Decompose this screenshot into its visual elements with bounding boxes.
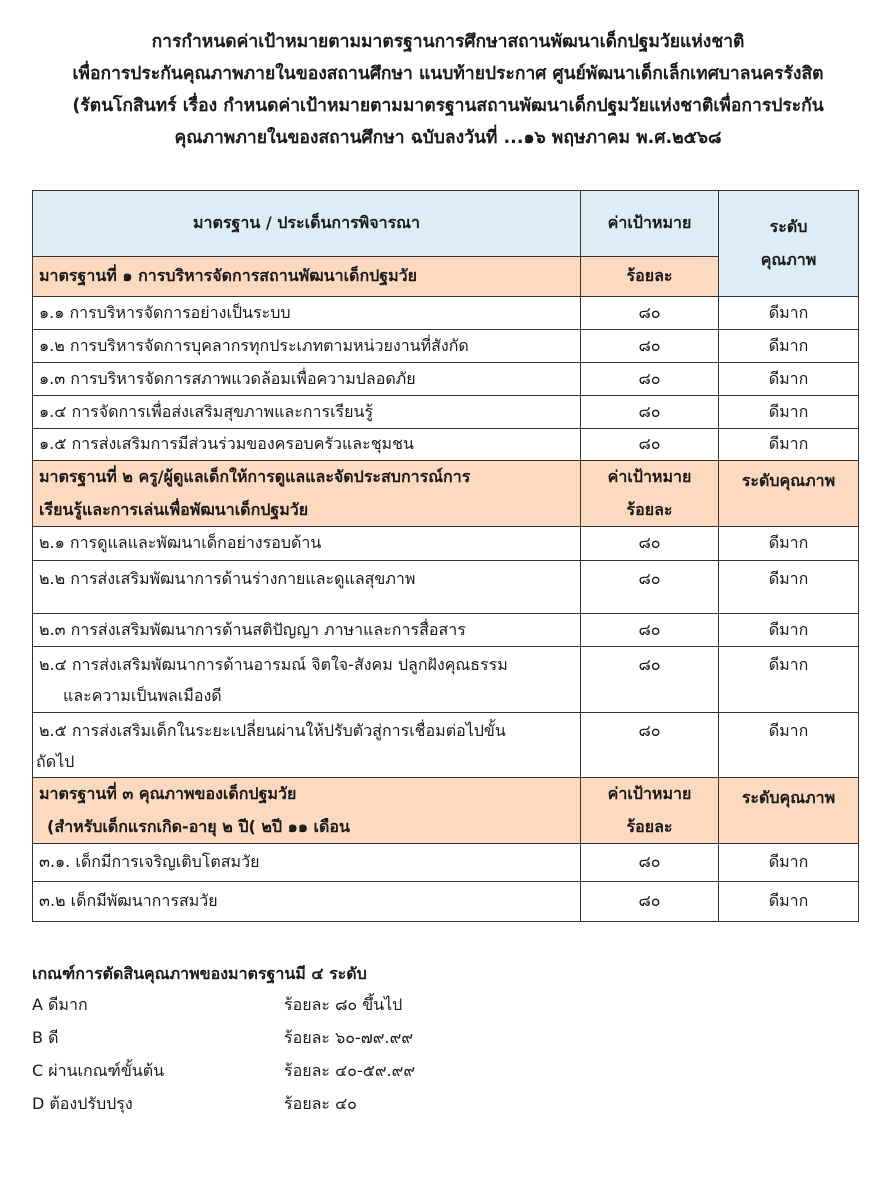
section-2-row: [33, 461, 859, 527]
criteria-range: ร้อยละ ๔๐: [284, 1094, 357, 1113]
item-target: ๘๐: [581, 561, 719, 614]
criteria-grade: A ดีมาก: [32, 995, 88, 1014]
criteria-range: ร้อยละ ๖๐-๗๙.๙๙: [284, 1028, 414, 1047]
criteria-heading: เกณฑ์การตัดสินคุณภาพของมาตรฐานมี ๔ ระดับ: [32, 964, 367, 983]
header-target: ค่าเป้าหมาย: [581, 191, 719, 257]
header-level: ระดับ คุณภาพ: [719, 191, 859, 297]
item-target: ๘๐: [581, 882, 719, 922]
item-level: ดีมาก: [719, 429, 859, 461]
item-label: ๓.๒ เด็กมีพัฒนาการสมวัย: [33, 882, 581, 922]
table-row: [33, 844, 859, 882]
item-label: ๑.๔ การจัดการเพื่อส่งเสริมสุขภาพและการเรียนรู้: [33, 396, 581, 429]
item-label: ๒.๕ การส่งเสริมเด็กในระยะเปลี่ยนผ่านให้ปรับตัวสู่การเชื่อมต่อไปขั้น ถัดไป: [33, 713, 581, 778]
title-line-4: คุณภาพภายในของสถานศึกษา ฉบับลงวันที่ ...๑๖ พฤษภาคม พ.ศ.๒๕๖๘: [174, 128, 722, 148]
item-target: ๘๐: [581, 527, 719, 561]
section-2-level: ระดับคุณภาพ: [719, 461, 859, 527]
item-level: ดีมาก: [719, 647, 859, 713]
item-target: ๘๐: [581, 396, 719, 429]
item-label: ๒.๑ การดูแลและพัฒนาเด็กอย่างรอบด้าน: [33, 527, 581, 561]
criteria-row: [32, 1026, 632, 1059]
item-label: ๓.๑. เด็กมีการเจริญเติบโตสมวัย: [33, 844, 581, 882]
table-row: [33, 297, 859, 330]
item-target: ๘๐: [581, 363, 719, 396]
item-level: ดีมาก: [719, 527, 859, 561]
table-row: [33, 882, 859, 922]
criteria-row: [32, 1092, 632, 1125]
table-row: [33, 363, 859, 396]
item-level: ดีมาก: [719, 330, 859, 363]
item-target: ๘๐: [581, 844, 719, 882]
table-row: [33, 330, 859, 363]
item-target: ๘๐: [581, 713, 719, 778]
criteria-range: ร้อยละ ๘๐ ขึ้นไป: [284, 995, 403, 1014]
criteria-range: ร้อยละ ๔๐-๕๙.๙๙: [284, 1061, 416, 1080]
item-label: ๑.๕ การส่งเสริมการมีส่วนร่วมของครอบครัวและชุมชน: [33, 429, 581, 461]
section-3-level: ระดับคุณภาพ: [719, 778, 859, 844]
criteria-row: [32, 1059, 632, 1092]
table-row: [33, 713, 859, 778]
item-level: ดีมาก: [719, 297, 859, 330]
item-target: ๘๐: [581, 614, 719, 647]
title-line-3: (รัตนโกสินทร์ เรื่อง กำหนดค่าเป้าหมายตามมาตรฐานสถานพัฒนาเด็กปฐมวัยแห่งชาติเพื่อการประกัน: [72, 96, 824, 116]
item-label: ๒.๔ การส่งเสริมพัฒนาการด้านอารมณ์ จิตใจ-สังคม ปลูกฝังคุณธรรม และความเป็นพลเมืองดี: [33, 647, 581, 713]
item-target: ๘๐: [581, 429, 719, 461]
section-3-row: [33, 778, 859, 844]
standards-table: [32, 190, 859, 922]
section-2-target: ค่าเป้าหมาย ร้อยละ: [581, 461, 719, 527]
title-line-1: การกำหนดค่าเป้าหมายตามมาตรฐานการศึกษาสถานพัฒนาเด็กปฐมวัยแห่งชาติ: [151, 32, 745, 52]
item-level: ดีมาก: [719, 561, 859, 614]
section-3-target: ค่าเป้าหมาย ร้อยละ: [581, 778, 719, 844]
item-label: ๑.๑ การบริหารจัดการอย่างเป็นระบบ: [33, 297, 581, 330]
table-row: [33, 429, 859, 461]
table-row: [33, 647, 859, 713]
section-3-title: มาตรฐานที่ ๓ คุณภาพของเด็กปฐมวัย (สำหรับเด็กแรกเกิด-อายุ ๒ ปี( ๒ปี ๑๑ เดือน: [33, 778, 581, 844]
item-label: ๑.๒ การบริหารจัดการบุคลากรทุกประเภทตามหน่วยงานที่สังกัด: [33, 330, 581, 363]
item-level: ดีมาก: [719, 363, 859, 396]
item-level: ดีมาก: [719, 614, 859, 647]
table-row: [33, 561, 859, 614]
section-1-title: มาตรฐานที่ ๑ การบริหารจัดการสถานพัฒนาเด็กปฐมวัย: [33, 257, 581, 297]
table-row: [33, 614, 859, 647]
item-level: ดีมาก: [719, 713, 859, 778]
criteria-grade: B ดี: [32, 1028, 59, 1047]
section-1-target: ร้อยละ: [581, 257, 719, 297]
item-target: ๘๐: [581, 647, 719, 713]
item-label: ๑.๓ การบริหารจัดการสภาพแวดล้อมเพื่อความปลอดภัย: [33, 363, 581, 396]
table-header-row: [33, 191, 859, 257]
item-level: ดีมาก: [719, 844, 859, 882]
header-standard: มาตรฐาน / ประเด็นการพิจารณา: [33, 191, 581, 257]
document-title: [40, 26, 856, 154]
item-level: ดีมาก: [719, 882, 859, 922]
item-level: ดีมาก: [719, 396, 859, 429]
item-target: ๘๐: [581, 330, 719, 363]
table-row: [33, 527, 859, 561]
criteria-grade: D ต้องปรับปรุง: [32, 1094, 133, 1113]
criteria-grade: C ผ่านเกณฑ์ขั้นต้น: [32, 1061, 165, 1080]
item-label: ๒.๓ การส่งเสริมพัฒนาการด้านสติปัญญา ภาษาและการสื่อสาร: [33, 614, 581, 647]
title-line-2: เพื่อการประกันคุณภาพภายในของสถานศึกษา แนบท้ายประกาศ ศูนย์พัฒนาเด็กเล็กเทศบาลนครรังสิต: [72, 64, 824, 84]
criteria-row: [32, 993, 632, 1026]
item-target: ๘๐: [581, 297, 719, 330]
section-2-title: มาตรฐานที่ ๒ ครู/ผู้ดูแลเด็กให้การดูแลและจัดประสบการณ์การ เรียนรู้และการเล่นเพื่อพัฒนาเด็กปฐมวัย: [33, 461, 581, 527]
item-label: ๒.๒ การส่งเสริมพัฒนาการด้านร่างกายและดูแลสุขภาพ: [33, 561, 581, 614]
table-row: [33, 396, 859, 429]
criteria-section: [32, 962, 632, 1125]
